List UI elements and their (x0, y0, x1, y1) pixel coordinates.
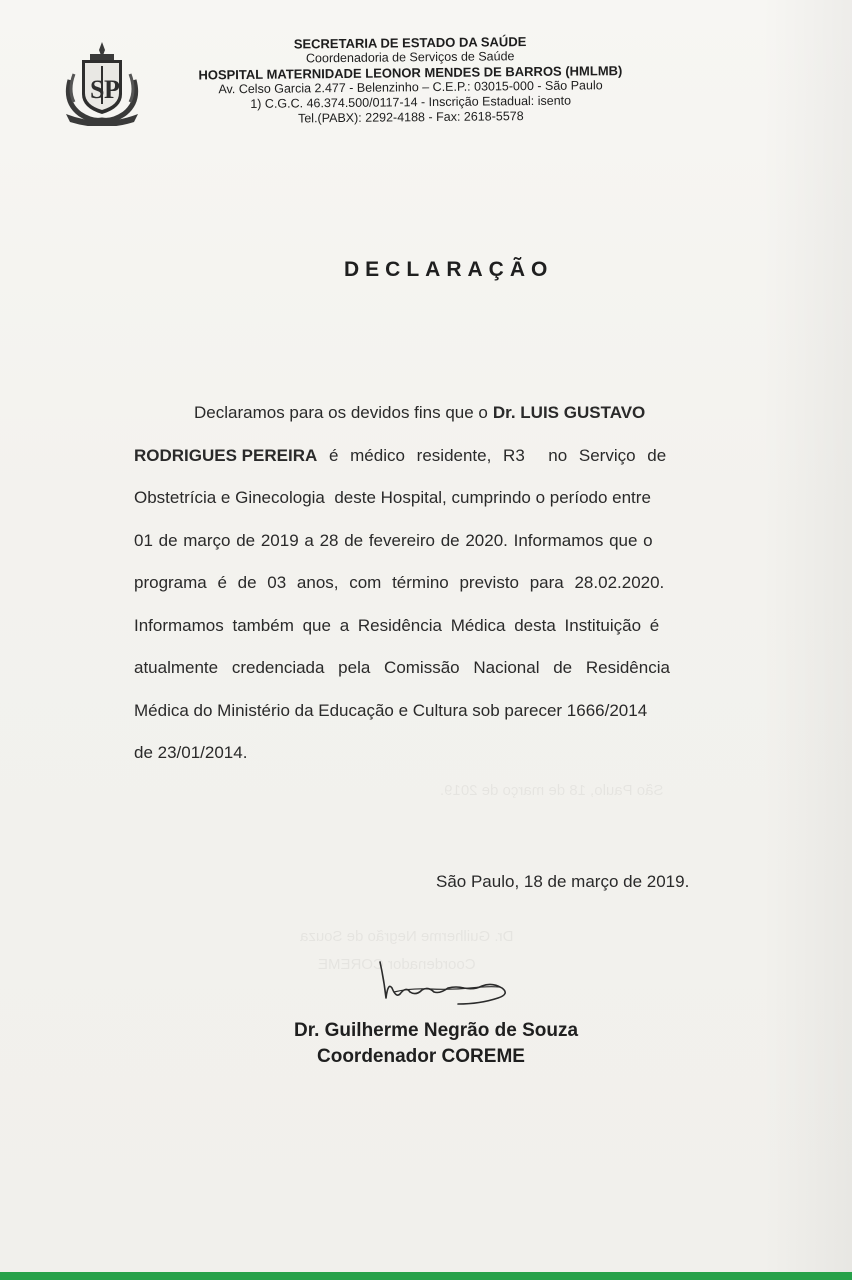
bleed-through-date: São Paulo, 18 de março de 2019. (440, 782, 664, 799)
body-text-line7: atualmente credenciada pela Comissão Nacional de Residência (134, 658, 670, 677)
body-line (134, 611, 716, 654)
body-text-line3: Obstetrícia e Ginecologia deste Hospital, cumprindo o período entre (134, 488, 651, 507)
declaration-body (134, 398, 716, 781)
body-line (134, 398, 716, 441)
header-secretaria: SECRETARIA DE ESTADO DA SAÚDE (293, 34, 527, 52)
body-line (134, 653, 716, 696)
body-text-line9: de 23/01/2014. (134, 743, 248, 762)
body-intro: Declaramos para os devidos fins que o (194, 403, 488, 422)
signer-name: Dr. Guilherme Negrão de Souza (294, 1020, 579, 1041)
body-text-line4: 01 de março de 2019 a 28 de fevereiro de 2020. Informamos que o (134, 530, 653, 550)
resident-name-first: Dr. LUIS GUSTAVO (492, 403, 646, 422)
seal-letter-s: S (90, 75, 105, 104)
header-address: Av. Celso Garcia 2.477 - Belenzinho – C.E.P.: 03015-000 - São Paulo (218, 78, 603, 97)
header-hospital: HOSPITAL MATERNIDADE LEONOR MENDES DE BARROS (HMLMB) (198, 63, 623, 83)
bleed-through-signer-name: Dr. Guilherme Negrão de Souza (300, 928, 514, 945)
body-line (134, 738, 716, 781)
document-date: São Paulo, 18 de março de 2019. (436, 872, 690, 891)
resident-name-last: RODRIGUES PEREIRA (134, 445, 318, 465)
body-line (134, 568, 716, 611)
document-title: DECLARAÇÃO (344, 258, 554, 281)
header-tel: Tel.(PABX): 2292-4188 - Fax: 2618-5578 (297, 109, 524, 126)
signer-role: Coordenador COREME (317, 1046, 525, 1067)
body-text-line2: é médico residente, R3 no Serviço de (317, 445, 667, 465)
body-line (134, 696, 716, 739)
handwritten-signature (370, 958, 520, 1012)
body-text-line6: Informamos também que a Residência Médica desta Instituição é (134, 615, 660, 635)
body-text-line8: Médica do Ministério da Educação e Cultura sob parecer 1666/2014 (134, 700, 648, 720)
body-text-line5: programa é de 03 anos, com término previsto para 28.02.2020. (134, 573, 665, 592)
header-coordenadoria: Coordenadoria de Serviços de Saúde (305, 49, 515, 66)
body-line (134, 441, 716, 484)
state-coat-of-arms-icon (60, 40, 144, 126)
bottom-edge-strip (0, 1272, 852, 1280)
letterhead (150, 33, 671, 128)
header-cgc: 1) C.G.C. 46.374.500/0117-14 - Inscrição Estadual: isento (250, 93, 572, 111)
body-line (134, 526, 716, 569)
bleed-through-signer-role: Coordenador COREME (318, 956, 476, 973)
seal-letter-p: P (104, 75, 120, 104)
body-line (134, 483, 716, 526)
